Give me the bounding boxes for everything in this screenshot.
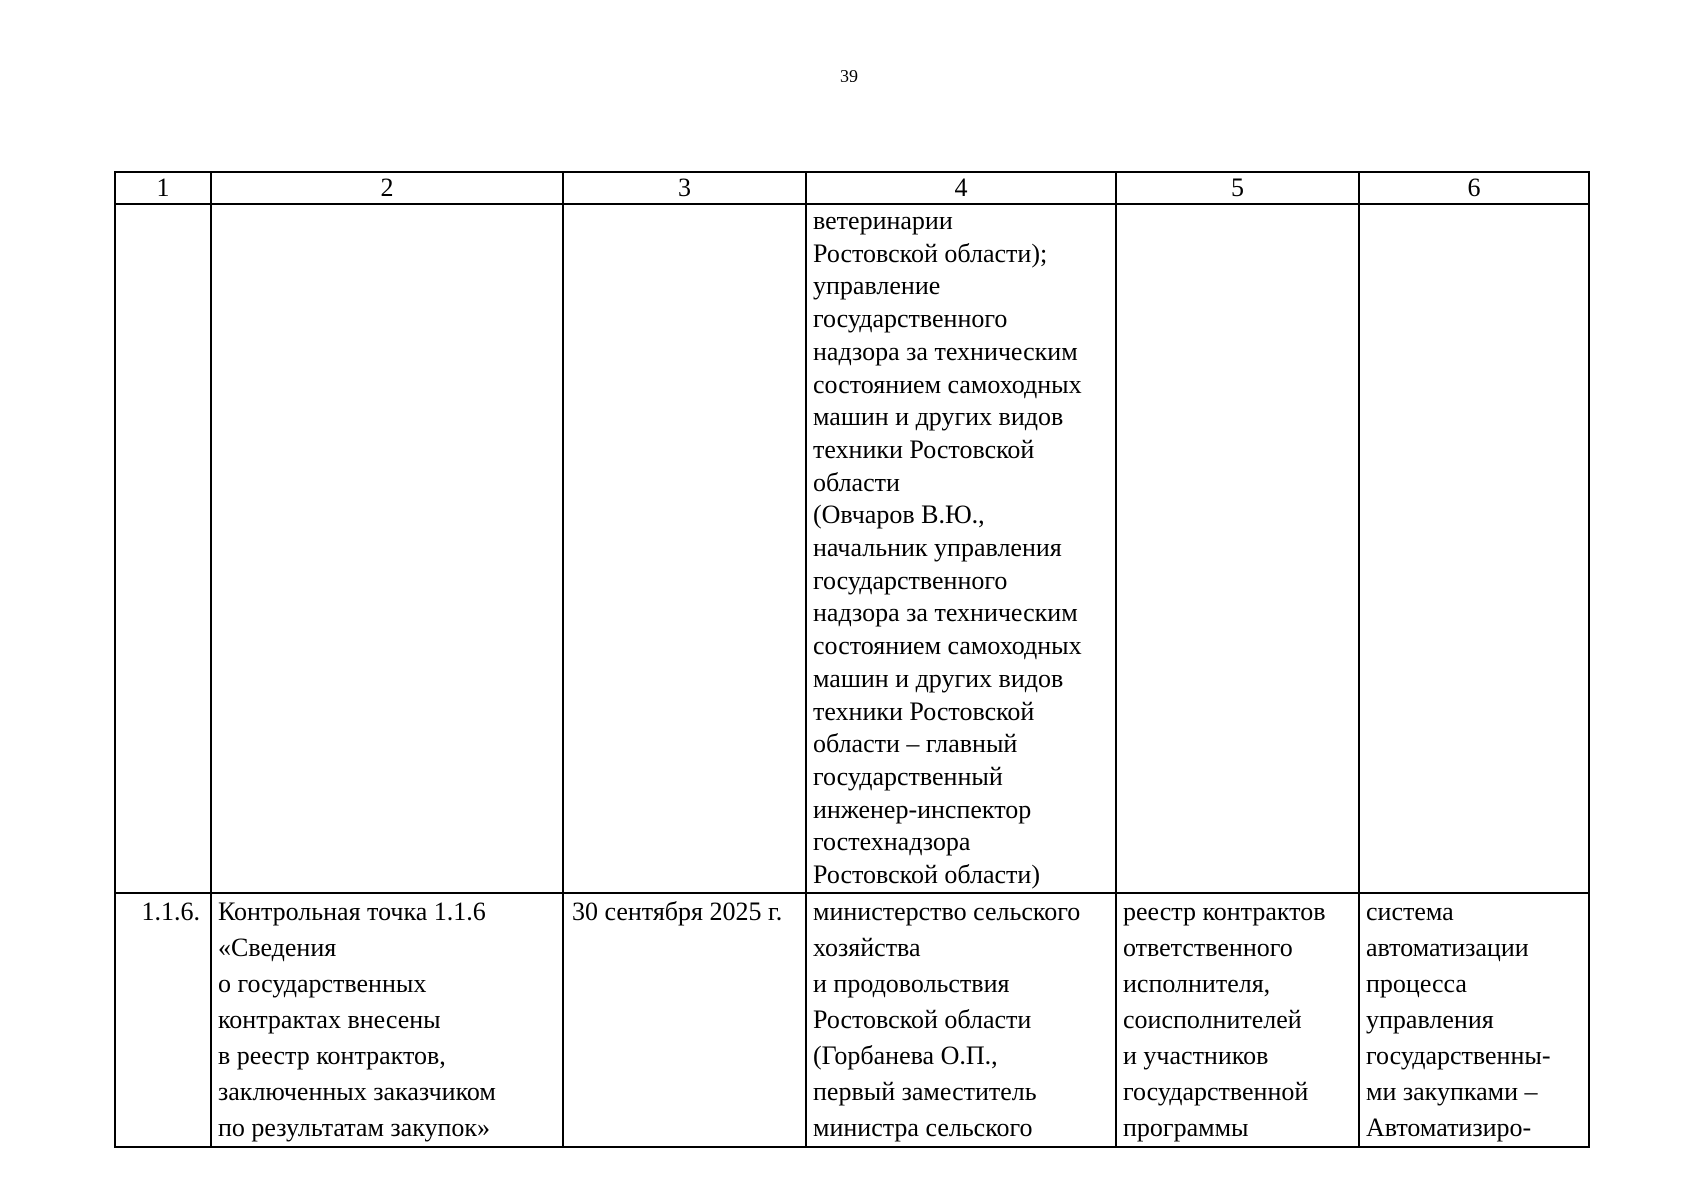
- cell-text-line: области: [813, 467, 900, 497]
- cell-text-line: контрактах внесены: [218, 1004, 441, 1034]
- cell-text-line: государственного: [813, 565, 1008, 595]
- cell-text-line: надзора за техническим: [813, 336, 1078, 366]
- cell-text-line: хозяйства: [813, 932, 921, 962]
- cell-text-line: (Овчаров В.Ю.,: [813, 500, 985, 530]
- cell-text-line: первый заместитель: [813, 1076, 1037, 1106]
- cell-text-line: техники Ростовской: [813, 434, 1035, 464]
- table-cell-empty: [1116, 204, 1359, 893]
- cell-text-line: министерство сельского: [813, 896, 1081, 926]
- cell-text-line: государственны-: [1366, 1040, 1551, 1070]
- document-type: [1116, 893, 1359, 1147]
- cell-text-line: состоянием самоходных: [813, 631, 1082, 661]
- table-cell-empty: [1359, 204, 1589, 893]
- cell-text-line: ветеринарии: [813, 206, 953, 235]
- cell-text-line: (Горбанева О.П.,: [813, 1040, 998, 1070]
- header-col-1: 1: [115, 172, 211, 204]
- table-cell-empty: [115, 204, 211, 893]
- responsible-cell-continued: [806, 204, 1116, 893]
- cell-text-line: система: [1366, 896, 1454, 926]
- cell-text-line: техники Ростовской: [813, 696, 1035, 726]
- row-number: 1.1.6.: [115, 893, 211, 1147]
- deadline-date: 30 сентября 2025 г.: [563, 893, 806, 1147]
- cell-text-line: ответственного: [1123, 932, 1293, 962]
- cell-text-line: Контрольная точка 1.1.6: [218, 896, 486, 926]
- cell-text-line: реестр контрактов: [1123, 896, 1326, 926]
- cell-text-line: гостехнадзора: [813, 827, 971, 857]
- cell-text-line: Ростовской области): [813, 860, 1040, 890]
- header-col-5: 5: [1116, 172, 1359, 204]
- header-col-6: 6: [1359, 172, 1589, 204]
- table-row: [115, 893, 1589, 1147]
- cell-text-line: Автоматизиро-: [1366, 1112, 1532, 1142]
- cell-text-line: и продовольствия: [813, 968, 1010, 998]
- cell-text-line: исполнителя,: [1123, 968, 1271, 998]
- cell-text-line: соисполнителей: [1123, 1004, 1302, 1034]
- cell-text-line: надзора за техническим: [813, 598, 1078, 628]
- cell-text-line: инженер-инспектор: [813, 794, 1032, 824]
- header-row: [115, 172, 1589, 204]
- cell-text-line: «Сведения: [218, 932, 337, 962]
- cell-text-line: по результатам закупок»: [218, 1112, 491, 1142]
- cell-text-line: и участников: [1123, 1040, 1269, 1070]
- page-number: 39: [840, 66, 858, 86]
- cell-text-line: автоматизации: [1366, 932, 1529, 962]
- main-table: [114, 171, 1590, 1148]
- table-cell-empty: [211, 204, 563, 893]
- cell-text-line: государственного: [813, 304, 1008, 334]
- cell-text-line: состоянием самоходных: [813, 369, 1082, 399]
- cell-text-line: в реестр контрактов,: [218, 1040, 446, 1070]
- control-point-name: [211, 893, 563, 1147]
- cell-text-line: Ростовской области: [813, 1004, 1032, 1034]
- header-col-2: 2: [211, 172, 563, 204]
- table-row: [115, 204, 1589, 893]
- information-system: [1359, 893, 1589, 1147]
- cell-text-line: машин и других видов: [813, 402, 1064, 432]
- cell-text-line: управления: [1366, 1004, 1494, 1034]
- cell-text-line: процесса: [1366, 968, 1467, 998]
- table-cell-empty: [563, 204, 806, 893]
- cell-text-line: программы: [1123, 1112, 1249, 1142]
- responsible-executor: [806, 893, 1116, 1147]
- cell-text-line: ми закупками –: [1366, 1076, 1538, 1106]
- cell-text-line: Ростовской области);: [813, 238, 1048, 268]
- header-col-4: 4: [806, 172, 1116, 204]
- cell-text-line: области – главный: [813, 729, 1018, 759]
- cell-text-line: управление: [813, 271, 941, 301]
- cell-text-line: заключенных заказчиком: [218, 1076, 496, 1106]
- cell-text-line: государственный: [813, 761, 1003, 791]
- cell-text-line: о государственных: [218, 968, 427, 998]
- header-col-3: 3: [563, 172, 806, 204]
- cell-text-line: государственной: [1123, 1076, 1309, 1106]
- cell-text-line: министра сельского: [813, 1112, 1033, 1142]
- cell-text-line: начальник управления: [813, 533, 1062, 563]
- cell-text-line: машин и других видов: [813, 663, 1064, 693]
